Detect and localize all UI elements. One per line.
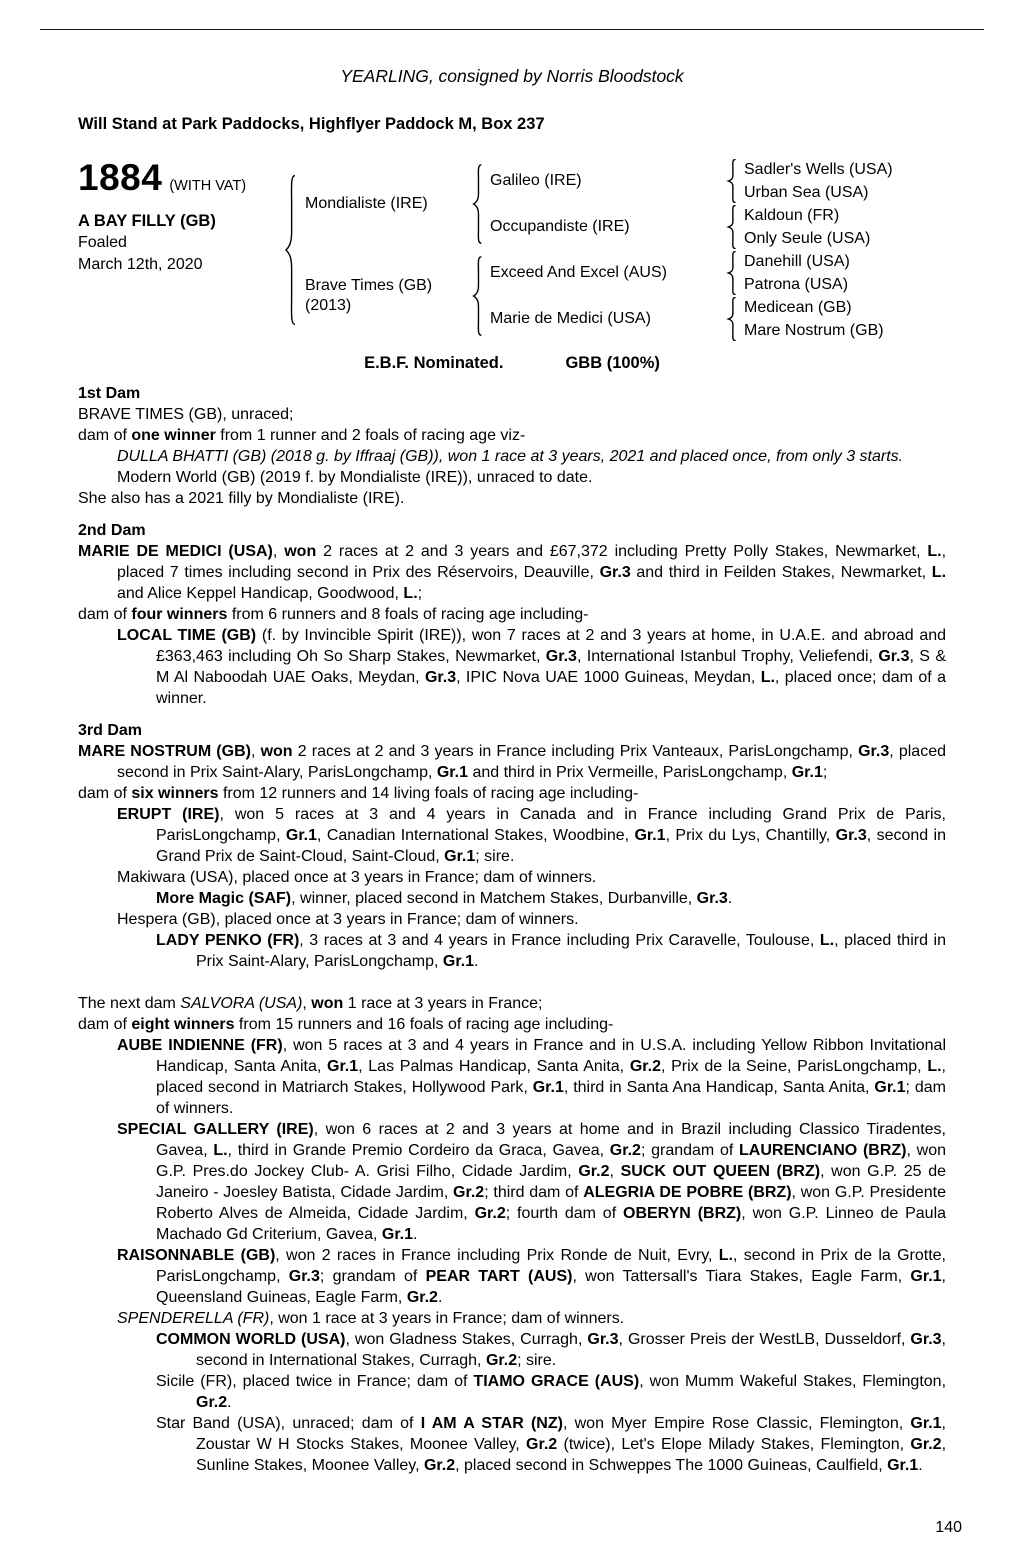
text-segment: , second in International Stakes, Curragh, <box>196 1331 946 1369</box>
text-segment: , won 6 races at 2 and 3 years at home and in Brazil including Classico Tiradentes, Gavea, <box>156 1121 947 1159</box>
paragraph <box>78 625 946 709</box>
text-segment: four winners <box>131 606 228 623</box>
stand-location: Will Stand at Park Paddocks, Highflyer Paddock M, Box 237 <box>78 115 545 133</box>
pedigree-section <box>78 720 946 972</box>
text-segment: 1 race at 3 years in France; <box>343 995 543 1012</box>
paragraph <box>78 446 946 467</box>
text-segment: , won Myer Empire Rose Classic, Flemington, <box>562 1415 911 1432</box>
paragraph <box>78 1413 946 1476</box>
text-segment: SPENDERELLA (FR) <box>117 1310 270 1327</box>
nominations-line <box>78 353 946 374</box>
ggp-name: Patrona (USA) <box>744 276 849 293</box>
text-segment: SALVORA (USA) <box>180 995 303 1012</box>
text-segment: , won Mumm Wakeful Stakes, Flemington, <box>639 1373 947 1390</box>
sire-branch <box>298 158 946 250</box>
text-segment: Gr.2 <box>423 1457 456 1474</box>
text-segment: and Alice Keppel Handicap, Goodwood, <box>117 585 404 602</box>
text-segment: , placed third in Prix Saint-Alary, ParisLongchamp, <box>196 932 947 970</box>
text-segment: AUBE INDIENNE (FR) <box>117 1037 283 1054</box>
paragraph <box>78 1245 946 1308</box>
text-segment: L. <box>718 1247 733 1264</box>
vat-note: (WITH VAT) <box>169 178 247 194</box>
text-segment: , second in Prix de la Grotte, ParisLongchamp, <box>156 1247 947 1285</box>
paragraph <box>78 1014 946 1035</box>
text-segment: RAISONNABLE (GB) <box>117 1247 276 1264</box>
ggp-name: Only Seule (USA) <box>744 230 871 247</box>
text-segment: from 15 runners and 16 foals of racing age including- <box>234 1016 614 1033</box>
ggp-name: Sadler's Wells (USA) <box>744 161 893 178</box>
text-segment: L. <box>760 669 775 686</box>
text-segment: OBERYN (BRZ) <box>623 1205 742 1222</box>
text-segment: L. <box>403 585 418 602</box>
text-segment: , won Tattersall's Tiara Stakes, Eagle Farm, <box>572 1268 911 1285</box>
lot-info <box>78 155 283 345</box>
text-segment: Gr.1 <box>791 764 823 781</box>
brace-icon <box>726 205 738 249</box>
text-segment: Gr.3 <box>910 1331 942 1348</box>
text-segment: , placed second in Matriarch Stakes, Hollywood Park, <box>156 1058 946 1096</box>
text-segment: Gr.1 <box>532 1079 564 1096</box>
text-segment: Gr.2 <box>406 1289 438 1306</box>
text-segment: . <box>437 1289 443 1306</box>
section-heading: 1st Dam <box>78 385 141 402</box>
text-segment: ; grandam of <box>640 1142 740 1159</box>
text-segment: 2 races at 2 and 3 years in France including Prix Vanteaux, ParisLongchamp, <box>292 743 859 760</box>
text-segment: ; dam of winners. <box>156 1079 947 1117</box>
text-segment: . <box>227 1394 232 1411</box>
consignment-header: YEARLING, consigned by Norris Bloodstock <box>340 66 684 86</box>
text-segment: DULLA BHATTI (GB) (2018 g. by Iffraaj (GB)), won 1 race at 3 years, 2021 and placed once, from only 3 starts. <box>117 448 904 465</box>
brace-icon <box>726 297 738 341</box>
paragraph <box>78 404 946 425</box>
paragraph <box>78 1308 946 1329</box>
text-segment: dam of <box>78 606 132 623</box>
lot-number: 1884 <box>78 157 163 198</box>
text-segment: Gr.2 <box>196 1394 228 1411</box>
text-segment: MARIE DE MEDICI (USA) <box>78 543 273 560</box>
dam-name-line1: Brave Times (GB) <box>305 277 433 294</box>
text-segment: won <box>311 995 344 1012</box>
text-segment: won <box>284 543 317 560</box>
text-segment: More Magic (SAF) <box>156 890 292 907</box>
text-segment: , Sunline Stakes, Moonee Valley, <box>196 1436 947 1474</box>
pedigree-table <box>78 155 946 345</box>
horse-description: A BAY FILLY (GB) <box>78 212 216 230</box>
text-segment: . <box>413 1226 418 1243</box>
text-segment: , Canadian International Stakes, Woodbine, <box>317 827 635 844</box>
text-segment: , won G.P. Linneo de Paula Machado Gd Criterium, Gavea, <box>156 1205 947 1243</box>
text-segment: L. <box>927 1058 942 1075</box>
text-segment: ; grandam of <box>319 1268 426 1285</box>
text-segment: , Zoustar W H Stocks Stakes, Moonee Valley, <box>196 1415 946 1453</box>
paragraph <box>78 1371 946 1413</box>
text-segment: , placed second in Schweppes The 1000 Guineas, Caulfield, <box>455 1457 888 1474</box>
pedigree-generations <box>298 158 946 342</box>
sire-dam-branch <box>484 204 946 250</box>
text-segment: , second in Grand Prix de Saint-Cloud, Saint-Cloud, <box>156 827 947 865</box>
dam-grandparents <box>484 250 946 342</box>
text-segment: L. <box>819 932 835 949</box>
text-segment: ; fourth dam of <box>505 1205 623 1222</box>
text-segment: Gr.1 <box>910 1415 942 1432</box>
text-segment: , placed 7 times including second in Prix des Réservoirs, Deauville, <box>117 543 947 581</box>
text-segment: Makiwara (USA), placed once at 3 years in France; dam of winners. <box>117 869 597 886</box>
text-segment: , Grosser Preis der WestLB, Dusseldorf, <box>618 1331 911 1348</box>
brace-icon <box>471 164 484 244</box>
text-segment: , International Istanbul Trophy, Veliefendi, <box>576 648 879 665</box>
text-segment: , Prix du Lys, Chantilly, <box>665 827 836 844</box>
text-segment: , <box>609 1163 621 1180</box>
text-segment: Gr.3 <box>599 564 631 581</box>
text-segment: LADY PENKO (FR) <box>156 932 300 949</box>
gbb-label: GBB (100%) <box>565 354 660 372</box>
text-segment: , S & M Al Naboodah UAE Oaks, Meydan, <box>156 648 947 686</box>
great-grandparents <box>738 204 946 250</box>
text-segment: , 3 races at 3 and 4 years in France including Prix Caravelle, Toulouse, <box>299 932 820 949</box>
text-segment: Gr.1 <box>327 1058 359 1075</box>
text-segment: , IPIC Nova UAE 1000 Guineas, Meydan, <box>456 669 761 686</box>
text-segment: , Las Palmas Handicap, Santa Anita, <box>358 1058 630 1075</box>
pedigree-section <box>78 520 946 709</box>
text-segment: six winners <box>131 785 219 802</box>
text-segment: , won G.P. Pres.do Jockey Club- A. Grisi Filho, Cidade Jardim, <box>156 1142 947 1180</box>
text-segment: (twice), Let's Elope Milady Stakes, Flemington, <box>557 1436 911 1453</box>
dam-name-line2: (2013) <box>305 297 352 314</box>
text-segment: Modern World (GB) (2019 f. by Mondialiste (IRE)), unraced to date. <box>117 469 593 486</box>
text-segment: Gr.2 <box>910 1436 942 1453</box>
text-segment: Gr.2 <box>474 1205 506 1222</box>
text-segment: eight winners <box>131 1016 235 1033</box>
text-segment: Gr.3 <box>424 669 457 686</box>
pedigree-section <box>78 383 946 509</box>
text-segment: , <box>272 543 285 560</box>
top-rule <box>40 29 984 30</box>
paragraph <box>78 541 946 604</box>
text-segment: Gr.2 <box>453 1184 485 1201</box>
ggp-name: Danehill (USA) <box>744 253 850 270</box>
text-segment: Gr.1 <box>442 953 475 970</box>
text-segment: Gr.1 <box>381 1226 414 1243</box>
text-segment: Gr.3 <box>696 890 728 907</box>
sire-dam-name: Occupandiste (IRE) <box>490 218 630 235</box>
page-number: 140 <box>935 1519 962 1536</box>
sire-sire-branch <box>484 158 946 204</box>
foaled-label: Foaled <box>78 234 127 251</box>
great-grandparents <box>738 296 946 342</box>
sire-grandparents <box>484 158 946 250</box>
text-segment: Gr.3 <box>545 648 577 665</box>
text-segment: , won 5 races at 3 and 4 years in France and in U.S.A. including Yellow Ribbon Invitational Handicap, Santa Anita, <box>156 1037 946 1075</box>
text-segment: ALEGRIA DE POBRE (BRZ) <box>583 1184 792 1201</box>
paragraph <box>78 804 946 867</box>
text-segment: , won Gladness Stakes, Curragh, <box>345 1331 588 1348</box>
paragraph <box>78 930 946 972</box>
paragraph <box>78 1035 946 1119</box>
pedigree-section <box>78 993 946 1476</box>
text-segment: Gr.1 <box>436 764 468 781</box>
text-segment: MARE NOSTRUM (GB) <box>78 743 251 760</box>
text-segment: I AM A STAR (NZ) <box>420 1415 563 1432</box>
text-segment: Gr.1 <box>874 1079 906 1096</box>
lot-line <box>78 159 283 197</box>
text-segment: Gr.1 <box>634 827 666 844</box>
text-segment: . <box>918 1457 923 1474</box>
text-segment: , won 1 race at 3 years in France; dam of winners. <box>269 1310 625 1327</box>
text-segment: COMMON WORLD (USA) <box>156 1331 346 1348</box>
text-segment: ERUPT (IRE) <box>117 806 220 823</box>
paragraph <box>78 888 946 909</box>
text-segment: , Prix de la Seine, ParisLongchamp, <box>660 1058 928 1075</box>
dam-sire-branch <box>484 250 946 296</box>
text-segment: Gr.3 <box>835 827 867 844</box>
dam-dam-name: Marie de Medici (USA) <box>490 310 651 327</box>
ebf-nominated-label: E.B.F. Nominated. <box>364 354 504 372</box>
text-segment: Gr.3 <box>858 743 890 760</box>
text-segment: , third in Grande Premio Cordeiro da Graca, Gavea, <box>227 1142 610 1159</box>
text-segment: (f. by Invincible Spirit (IRE)), won 7 races at 2 and 3 years at home, in U.A.E. and abroad and £363,463 including Oh So Sharp Stakes, Newmarket, <box>156 627 947 665</box>
text-segment: won <box>260 743 293 760</box>
paragraph <box>78 1329 946 1371</box>
text-segment: dam of <box>78 785 132 802</box>
paragraph <box>78 909 946 930</box>
text-segment: 2 races at 2 and 3 years and £67,372 including Pretty Polly Stakes, Newmarket, <box>316 543 928 560</box>
text-segment: Gr.3 <box>288 1268 320 1285</box>
section-heading: 2nd Dam <box>78 522 146 539</box>
ggp-name: Urban Sea (USA) <box>744 184 869 201</box>
ggp-name: Kaldoun (FR) <box>744 207 840 224</box>
text-segment: , <box>250 743 261 760</box>
text-segment: , won G.P. Presidente Roberto Alves de Almeida, Cidade Jardim, <box>156 1184 947 1222</box>
text-segment: Gr.2 <box>485 1352 518 1369</box>
text-segment: Gr.2 <box>578 1163 610 1180</box>
text-segment: , <box>302 995 312 1012</box>
text-segment: ; <box>417 585 423 602</box>
text-segment: L. <box>927 543 942 560</box>
text-segment: . <box>727 890 733 907</box>
great-grandparents <box>738 250 946 296</box>
foaled-date: March 12th, 2020 <box>78 256 203 273</box>
text-segment: and third in Feilden Stakes, Newmarket, <box>630 564 932 581</box>
text-segment: , third in Santa Ana Handicap, Santa Anita, <box>563 1079 875 1096</box>
paragraph <box>78 467 946 488</box>
text-segment: SUCK OUT QUEEN (BRZ) <box>620 1163 821 1180</box>
text-segment: Star Band (USA), unraced; dam of <box>156 1415 421 1432</box>
text-segment: ; <box>822 764 828 781</box>
text-segment: Gr.3 <box>587 1331 619 1348</box>
ggp-name: Mare Nostrum (GB) <box>744 322 884 339</box>
sire-name: Mondialiste (IRE) <box>305 195 428 212</box>
text-segment: Gr.1 <box>444 848 476 865</box>
text-segment: L. <box>931 564 947 581</box>
text-segment: dam of <box>78 1016 132 1033</box>
text-segment: The next dam <box>78 995 181 1012</box>
dam-name <box>298 276 471 316</box>
text-segment: from 12 runners and 14 living foals of racing age including- <box>218 785 639 802</box>
brace-icon <box>471 256 484 336</box>
text-segment: BRAVE TIMES (GB), unraced; <box>78 406 294 423</box>
text-segment: , winner, placed second in Matchem Stakes, Durbanville, <box>291 890 697 907</box>
paragraph <box>78 993 946 1014</box>
brace-icon <box>283 174 298 326</box>
text-segment: Gr.1 <box>910 1268 942 1285</box>
text-segment: PEAR TART (AUS) <box>425 1268 573 1285</box>
text-segment: TIAMO GRACE (AUS) <box>473 1373 640 1390</box>
section-heading: 3rd Dam <box>78 722 143 739</box>
text-segment: LAURENCIANO (BRZ) <box>739 1142 907 1159</box>
text-segment: one winner <box>131 427 216 444</box>
sire-sire-name: Galileo (IRE) <box>490 172 582 189</box>
text-segment: SPECIAL GALLERY (IRE) <box>117 1121 314 1138</box>
paragraph <box>78 604 946 625</box>
text-segment: and third in Prix Vermeille, ParisLongchamp, <box>468 764 792 781</box>
paragraph <box>78 741 946 783</box>
produce-record <box>78 383 946 1476</box>
text-segment: , Queensland Guineas, Eagle Farm, <box>156 1268 946 1306</box>
text-segment: , won 2 races in France including Prix Ronde de Nuit, Evry, <box>275 1247 719 1264</box>
text-segment: , placed second in Prix Saint-Alary, ParisLongchamp, <box>117 743 947 781</box>
text-segment: Gr.2 <box>526 1436 558 1453</box>
text-segment: ; sire. <box>475 848 515 865</box>
dam-dam-branch <box>484 296 946 342</box>
paragraph <box>78 867 946 888</box>
dam-sire-name: Exceed And Excel (AUS) <box>490 264 667 281</box>
text-segment: Gr.2 <box>629 1058 661 1075</box>
text-segment: Gr.1 <box>887 1457 919 1474</box>
text-segment: ; third dam of <box>484 1184 584 1201</box>
text-segment: from 6 runners and 8 foals of racing age including- <box>227 606 589 623</box>
text-segment: L. <box>213 1142 228 1159</box>
text-segment: Gr.1 <box>285 827 318 844</box>
great-grandparents <box>738 158 946 204</box>
text-segment: . <box>474 953 479 970</box>
text-segment: She also has a 2021 filly by Mondialiste (IRE). <box>78 490 405 507</box>
text-segment: dam of <box>78 427 132 444</box>
text-segment: , won G.P. 25 de Janeiro - Joesley Batista, Cidade Jardim, <box>156 1163 947 1201</box>
text-segment: , won 5 races at 3 and 4 years in Canada and in France including Grand Prix de Paris, ParisLongchamp, <box>156 806 946 844</box>
text-segment: from 1 runner and 2 foals of racing age viz- <box>215 427 526 444</box>
paragraph <box>78 1119 946 1245</box>
ggp-name: Medicean (GB) <box>744 299 852 316</box>
text-segment: Gr.3 <box>878 648 910 665</box>
text-segment: , placed once; dam of a winner. <box>156 669 946 707</box>
brace-icon <box>726 251 738 295</box>
dam-branch <box>298 250 946 342</box>
paragraph <box>78 783 946 804</box>
text-segment: ; sire. <box>517 1352 557 1369</box>
text-segment: Gr.2 <box>609 1142 641 1159</box>
pedigree-tree <box>283 155 946 345</box>
brace-icon <box>726 159 738 203</box>
paragraph <box>78 488 946 509</box>
text-segment: LOCAL TIME (GB) <box>117 627 257 644</box>
text-segment: Hespera (GB), placed once at 3 years in France; dam of winners. <box>117 911 579 928</box>
paragraph <box>78 425 946 446</box>
text-segment: Sicile (FR), placed twice in France; dam of <box>156 1373 474 1390</box>
